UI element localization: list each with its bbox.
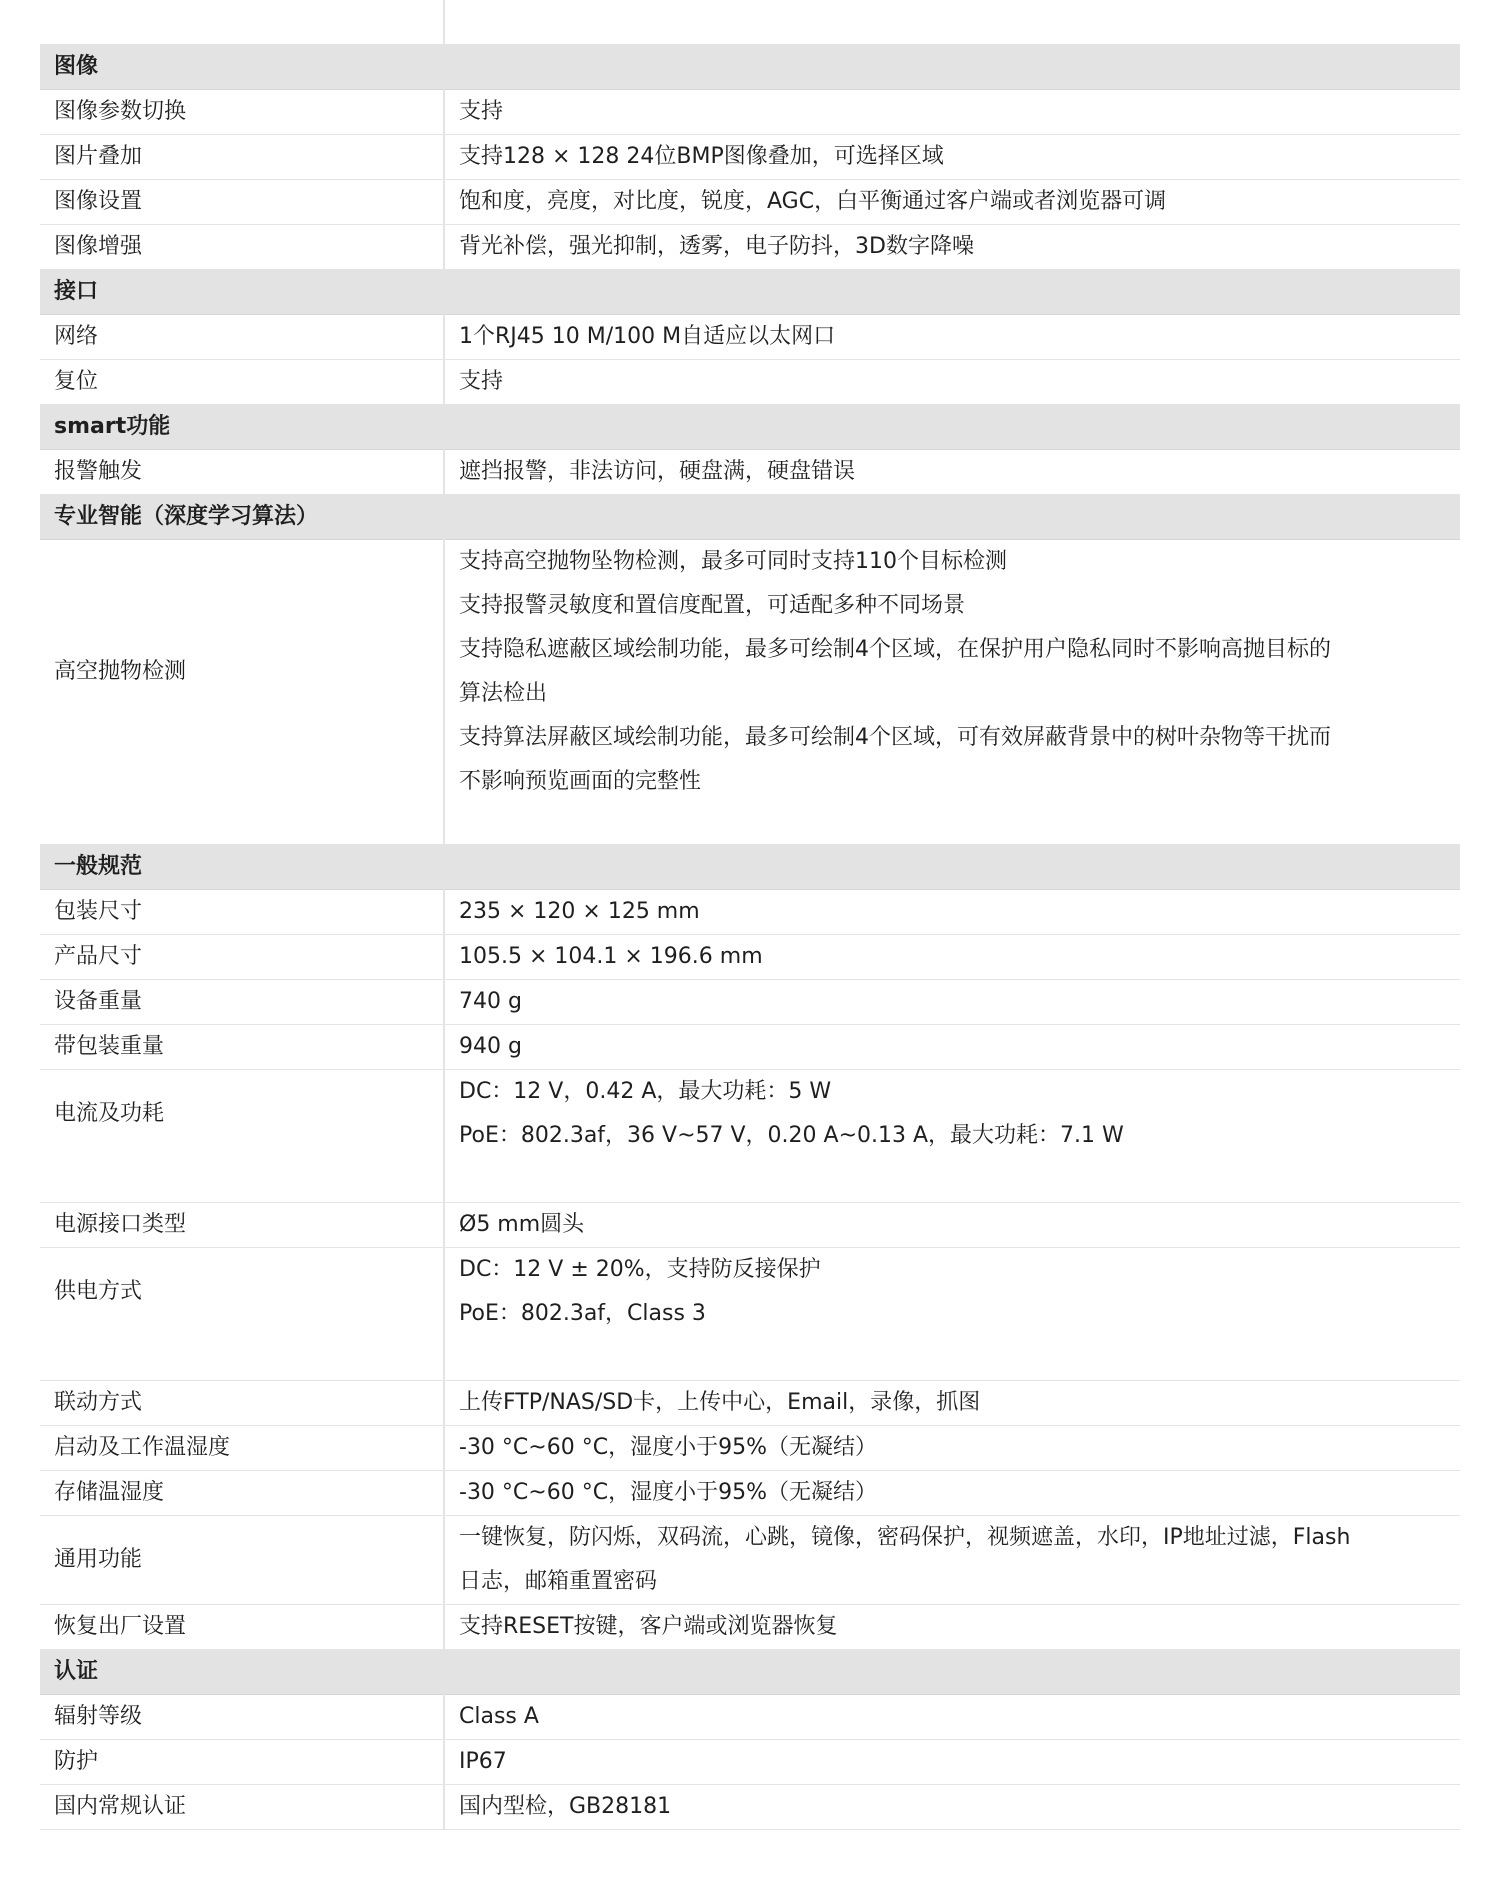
spec-value-line: 支持RESET按键，客户端或浏览器恢复 <box>459 1614 838 1639</box>
spec-label: 复位 <box>40 360 444 405</box>
spec-row <box>40 1785 1460 1830</box>
spec-label: 供电方式 <box>40 1248 444 1381</box>
spec-row <box>40 540 1460 845</box>
spec-value <box>444 1248 1460 1381</box>
spec-row <box>40 1426 1460 1471</box>
spec-label: 报警触发 <box>40 450 444 495</box>
spec-label: 图像增强 <box>40 225 444 270</box>
spec-row <box>40 1070 1460 1203</box>
spec-row <box>40 1471 1460 1516</box>
spec-value-line: 支持 <box>459 99 504 124</box>
section-title: 专业智能（深度学习算法） <box>40 495 1460 540</box>
spec-value-line: 上传FTP/NAS/SD卡，上传中心，Email，录像，抓图 <box>459 1390 981 1415</box>
spec-label: 启动及工作温湿度 <box>40 1426 444 1471</box>
spec-label: 产品尺寸 <box>40 935 444 980</box>
section-title: 一般规范 <box>40 845 1460 890</box>
spec-label: 辐射等级 <box>40 1695 444 1740</box>
spec-row <box>40 1248 1460 1381</box>
blank-value-cell <box>444 0 1460 45</box>
spec-row <box>40 180 1460 225</box>
spec-value <box>444 450 1460 495</box>
spec-value <box>444 1785 1460 1830</box>
spec-value <box>444 1516 1460 1605</box>
spec-label: 电源接口类型 <box>40 1203 444 1248</box>
spec-label: 联动方式 <box>40 1381 444 1426</box>
section-header-row <box>40 845 1460 890</box>
spec-label: 图像设置 <box>40 180 444 225</box>
spec-value <box>444 1025 1460 1070</box>
spec-value <box>444 1070 1460 1203</box>
spec-value <box>444 1695 1460 1740</box>
section-title: 图像 <box>40 45 1460 90</box>
spec-label: 电流及功耗 <box>40 1070 444 1203</box>
spec-table <box>40 0 1460 1830</box>
spec-label: 通用功能 <box>40 1516 444 1605</box>
spec-row <box>40 1025 1460 1070</box>
section-title: 接口 <box>40 270 1460 315</box>
spec-value <box>444 1426 1460 1471</box>
spec-value <box>444 1381 1460 1426</box>
blank-label-cell <box>40 0 444 45</box>
spec-value-line: 饱和度，亮度，对比度，锐度，AGC，白平衡通过客户端或者浏览器可调 <box>459 189 1167 214</box>
spec-label: 包装尺寸 <box>40 890 444 935</box>
spec-label: 图像参数切换 <box>40 90 444 135</box>
blank-top-row <box>40 0 1460 45</box>
spec-row <box>40 890 1460 935</box>
spec-value-line: 日志，邮箱重置密码 <box>459 1569 658 1594</box>
spec-label: 设备重量 <box>40 980 444 1025</box>
spec-value <box>444 225 1460 270</box>
spec-label: 防护 <box>40 1740 444 1785</box>
spec-row <box>40 90 1460 135</box>
spec-value-line: 一键恢复，防闪烁，双码流，心跳，镜像，密码保护，视频遮盖，水印，IP地址过滤，Flash <box>459 1525 1351 1550</box>
spec-value-line: 遮挡报警，非法访问，硬盘满，硬盘错误 <box>459 459 856 484</box>
spec-value-line: 国内型检，GB28181 <box>459 1794 672 1819</box>
spec-value <box>444 1740 1460 1785</box>
spec-value-line: 支持128 × 128 24位BMP图像叠加，可选择区域 <box>459 144 944 169</box>
spec-value <box>444 1471 1460 1516</box>
spec-label: 图片叠加 <box>40 135 444 180</box>
spec-value <box>444 360 1460 405</box>
spec-value-line: 支持隐私遮蔽区域绘制功能，最多可绘制4个区域，在保护用户隐私同时不影响高抛目标的 <box>459 637 1331 662</box>
spec-value-line: IP67 <box>459 1749 507 1774</box>
spec-row <box>40 1381 1460 1426</box>
section-header-row <box>40 405 1460 450</box>
section-header-row <box>40 495 1460 540</box>
section-header-row <box>40 1650 1460 1695</box>
section-header-row <box>40 45 1460 90</box>
spec-value-line: DC：12 V，0.42 A，最大功耗：5 W <box>459 1079 832 1104</box>
spec-row <box>40 1203 1460 1248</box>
spec-value-line: 支持 <box>459 369 504 394</box>
spec-row <box>40 935 1460 980</box>
section-title: 认证 <box>40 1650 1460 1695</box>
spec-value-line: DC：12 V ± 20%，支持防反接保护 <box>459 1257 821 1282</box>
spec-row <box>40 1740 1460 1785</box>
spec-row <box>40 135 1460 180</box>
spec-value-line: PoE：802.3af，Class 3 <box>459 1301 706 1326</box>
spec-value-line: 支持报警灵敏度和置信度配置，可适配多种不同场景 <box>459 593 966 618</box>
spec-value <box>444 540 1460 845</box>
spec-value-line: PoE：802.3af，36 V~57 V，0.20 A~0.13 A，最大功耗：7.1 W <box>459 1123 1124 1148</box>
spec-label: 存储温湿度 <box>40 1471 444 1516</box>
spec-table-body <box>40 0 1460 1830</box>
spec-value-line: 不影响预览画面的完整性 <box>459 769 702 794</box>
spec-row <box>40 360 1460 405</box>
spec-row <box>40 1605 1460 1650</box>
spec-value-line: 背光补偿，强光抑制，透雾，电子防抖，3D数字降噪 <box>459 234 974 259</box>
spec-value <box>444 1605 1460 1650</box>
spec-label: 国内常规认证 <box>40 1785 444 1830</box>
spec-value <box>444 980 1460 1025</box>
spec-value <box>444 1203 1460 1248</box>
spec-value <box>444 135 1460 180</box>
spec-value-line: -30 °C~60 °C，湿度小于95%（无凝结） <box>459 1435 877 1460</box>
spec-value <box>444 935 1460 980</box>
spec-label: 网络 <box>40 315 444 360</box>
spec-value-line: -30 °C~60 °C，湿度小于95%（无凝结） <box>459 1480 877 1505</box>
spec-value-line: Ø5 mm圆头 <box>459 1212 585 1237</box>
spec-label: 带包装重量 <box>40 1025 444 1070</box>
spec-value <box>444 890 1460 935</box>
spec-row <box>40 980 1460 1025</box>
spec-value <box>444 90 1460 135</box>
spec-row <box>40 1695 1460 1740</box>
spec-value-line: 算法检出 <box>459 681 548 706</box>
spec-row <box>40 450 1460 495</box>
spec-value-line: 940 g <box>459 1034 522 1059</box>
spec-value-line: 支持高空抛物坠物检测，最多可同时支持110个目标检测 <box>459 549 1007 574</box>
spec-row <box>40 1516 1460 1605</box>
spec-row <box>40 225 1460 270</box>
spec-label: 高空抛物检测 <box>40 540 444 845</box>
spec-value-line: 235 × 120 × 125 mm <box>459 899 700 924</box>
spec-value-line: 105.5 × 104.1 × 196.6 mm <box>459 944 763 969</box>
section-title: smart功能 <box>40 405 1460 450</box>
spec-value <box>444 180 1460 225</box>
spec-label: 恢复出厂设置 <box>40 1605 444 1650</box>
spec-value-line: 740 g <box>459 989 522 1014</box>
section-header-row <box>40 270 1460 315</box>
spec-value-line: 支持算法屏蔽区域绘制功能，最多可绘制4个区域，可有效屏蔽背景中的树叶杂物等干扰而 <box>459 725 1331 750</box>
spec-row <box>40 315 1460 360</box>
spec-value-line: Class A <box>459 1704 539 1729</box>
spec-value <box>444 315 1460 360</box>
spec-value-line: 1个RJ45 10 M/100 M自适应以太网口 <box>459 324 836 349</box>
